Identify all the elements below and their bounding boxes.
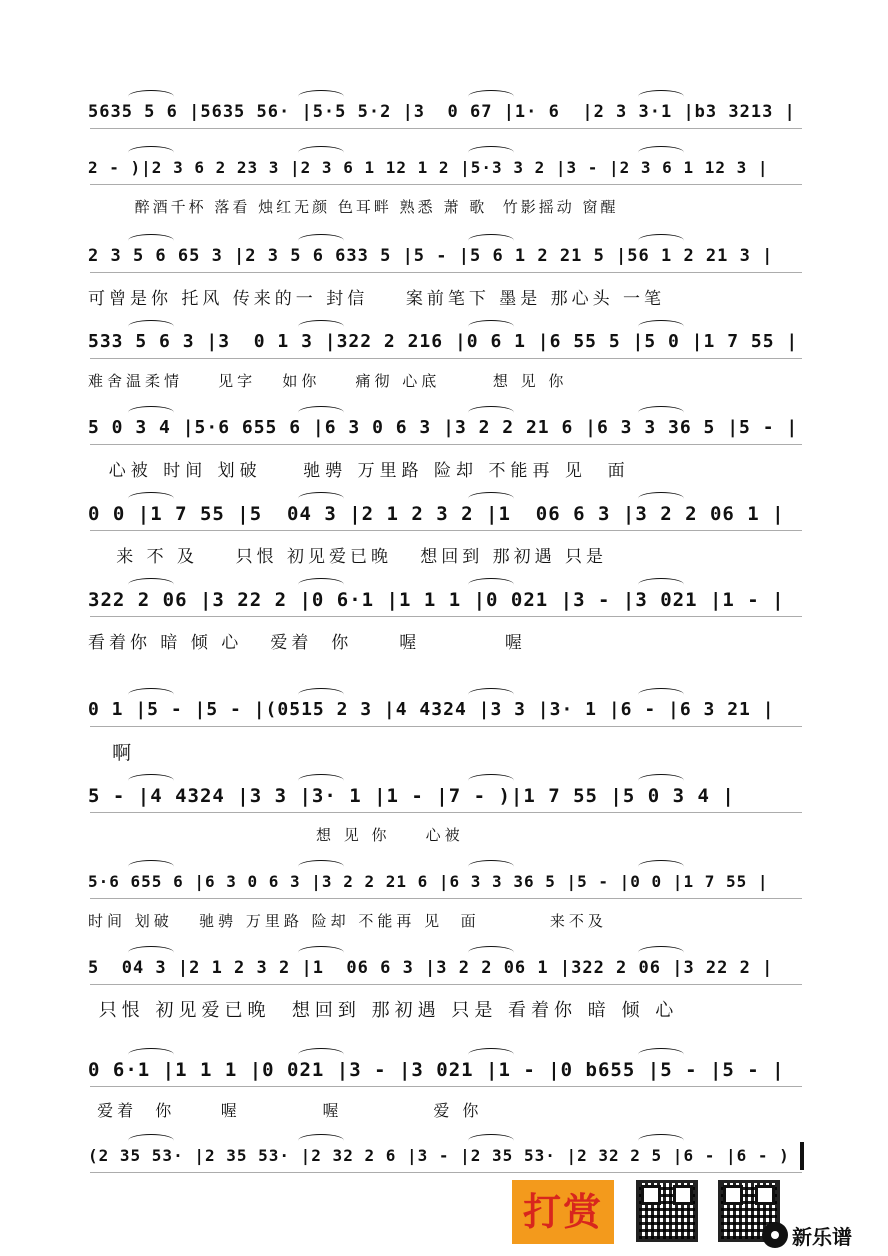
- slur-mark: [638, 90, 684, 103]
- qr-code-icon: [636, 1180, 698, 1242]
- slur-mark: [298, 1134, 344, 1147]
- slur-mark: [128, 1134, 174, 1147]
- final-barline: [800, 1142, 804, 1170]
- slur-mark: [298, 946, 344, 959]
- lyric-line: 心被 时间 划破 驰骋 万里路 险却 不能再 见 面: [88, 461, 630, 481]
- slur-mark: [468, 90, 514, 103]
- note-line: 533 5 6 3 |3 0 1 3 |322 2 216 |0 6 1 |6 55 5 |5 0 |1 7 55 |: [88, 331, 799, 352]
- slur-mark: [638, 774, 684, 787]
- beam-line: [90, 1172, 802, 1173]
- note-line: 322 2 06 |3 22 2 |0 6·1 |1 1 1 |0 021 |3 - |3 021 |1 - |: [88, 589, 785, 611]
- lyric-line: 爱着 你 喔 喔 爱 你: [88, 1101, 483, 1120]
- slur-mark: [298, 492, 344, 505]
- beam-line: [90, 530, 802, 531]
- slur-mark: [468, 234, 514, 247]
- slur-mark: [638, 946, 684, 959]
- slur-mark: [298, 90, 344, 103]
- notation-system: [88, 690, 804, 774]
- beam-line: [90, 1086, 802, 1087]
- notation-system: [88, 322, 804, 406]
- note-line: 0 0 |1 7 55 |5 04 3 |2 1 2 3 2 |1 06 6 3 |3 2 2 06 1 |: [88, 503, 785, 525]
- slur-mark: [128, 688, 174, 701]
- lyric-line: 想 见 你 心被: [88, 826, 464, 844]
- logo-text: 新乐谱: [792, 1224, 852, 1249]
- note-line: 5635 5 6 |5635 56· |5·5 5·2 |3 0 67 |1· 6 |2 3 3·1 |b3 3213 |: [88, 102, 796, 122]
- slur-mark: [298, 234, 344, 247]
- slur-mark: [638, 146, 684, 159]
- slur-mark: [468, 860, 514, 873]
- slur-mark: [638, 406, 684, 419]
- slur-mark: [638, 1134, 684, 1147]
- lyric-line: 醉酒千杯 落看 烛红无颜 色耳畔 熟悉 萧 歌 竹影摇动 窗醒: [88, 198, 619, 216]
- slur-mark: [638, 320, 684, 333]
- note-line: 2 3 5 6 65 3 |2 3 5 6 633 5 |5 - |5 6 1 2 21 5 |56 1 2 21 3 |: [88, 246, 774, 266]
- lyric-line: 啊: [88, 742, 138, 764]
- slur-mark: [128, 1048, 174, 1061]
- slur-mark: [298, 860, 344, 873]
- slur-mark: [468, 492, 514, 505]
- note-line: 5 0 3 4 |5·6 655 6 |6 3 0 6 3 |3 2 2 21 6 |6 3 3 36 5 |5 - |: [88, 417, 799, 438]
- slur-mark: [638, 688, 684, 701]
- slur-mark: [468, 146, 514, 159]
- notation-system: [88, 1050, 804, 1134]
- lyric-line: 可曾是你 托风 传来的一 封信 案前笔下 墨是 那心头 一笔: [88, 289, 666, 309]
- lyric-line: 时间 划破 驰骋 万里路 险却 不能再 见 面 来不及: [88, 912, 607, 930]
- lyric-line: 看着你 暗 倾 心 爱着 你 喔 喔: [88, 633, 526, 653]
- note-line: 0 1 |5 - |5 - |(0515 2 3 |4 4324 |3 3 |3· 1 |6 - |6 3 21 |: [88, 699, 775, 720]
- notation-system: [88, 148, 804, 232]
- lyric-line: 难舍温柔情 见字 如你 痛彻 心底 想 见 你: [88, 372, 568, 390]
- slur-mark: [468, 1048, 514, 1061]
- slur-mark: [638, 1048, 684, 1061]
- note-line: 5 - |4 4324 |3 3 |3· 1 |1 - |7 - )|1 7 55 |5 0 3 4 |: [88, 785, 735, 807]
- slur-mark: [128, 90, 174, 103]
- note-line: 2 - )|2 3 6 2 23 3 |2 3 6 1 12 1 2 |5·3 3 2 |3 - |2 3 6 1 12 3 |: [88, 158, 769, 177]
- slur-mark: [638, 492, 684, 505]
- slur-mark: [128, 234, 174, 247]
- slur-mark: [638, 578, 684, 591]
- vinyl-disc-icon: [762, 1222, 788, 1248]
- slur-mark: [298, 146, 344, 159]
- notation-system: [88, 408, 804, 492]
- slur-mark: [128, 860, 174, 873]
- beam-line: [90, 984, 802, 985]
- slur-mark: [128, 946, 174, 959]
- slur-mark: [468, 406, 514, 419]
- notation-system: [88, 862, 804, 946]
- lyric-line: 只恨 初见爱已晚 想回到 那初遇 只是 看着你 暗 倾 心: [88, 1000, 679, 1021]
- slur-mark: [128, 146, 174, 159]
- beam-line: [90, 184, 802, 185]
- notation-system: [88, 494, 804, 578]
- slur-mark: [468, 1134, 514, 1147]
- slur-mark: [468, 946, 514, 959]
- note-line: 5·6 655 6 |6 3 0 6 3 |3 2 2 21 6 |6 3 3 36 5 |5 - |0 0 |1 7 55 |: [88, 872, 769, 891]
- beam-line: [90, 358, 802, 359]
- slur-mark: [468, 320, 514, 333]
- beam-line: [90, 128, 802, 129]
- slur-mark: [298, 320, 344, 333]
- slur-mark: [298, 688, 344, 701]
- slur-mark: [128, 774, 174, 787]
- slur-mark: [468, 688, 514, 701]
- slur-mark: [468, 578, 514, 591]
- note-line: 5 04 3 |2 1 2 3 2 |1 06 6 3 |3 2 2 06 1 |322 2 06 |3 22 2 |: [88, 958, 774, 978]
- lyric-line: 来 不 及 只恨 初见爱已晚 想回到 那初遇 只是: [88, 547, 608, 567]
- beam-line: [90, 444, 802, 445]
- slur-mark: [128, 578, 174, 591]
- slur-mark: [298, 578, 344, 591]
- slur-mark: [128, 320, 174, 333]
- beam-line: [90, 726, 802, 727]
- site-logo[interactable]: [762, 1220, 852, 1250]
- notation-system: [88, 580, 804, 664]
- slur-mark: [298, 1048, 344, 1061]
- slur-mark: [298, 406, 344, 419]
- note-line: (2 35 53· |2 35 53· |2 32 2 6 |3 - |2 35 53· |2 32 2 5 |6 - |6 - ): [88, 1146, 790, 1165]
- beam-line: [90, 616, 802, 617]
- slur-mark: [128, 406, 174, 419]
- beam-line: [90, 812, 802, 813]
- slur-mark: [638, 860, 684, 873]
- slur-mark: [298, 774, 344, 787]
- reward-button[interactable]: 打赏: [512, 1180, 614, 1244]
- slur-mark: [128, 492, 174, 505]
- note-line: 0 6·1 |1 1 1 |0 021 |3 - |3 021 |1 - |0 b655 |5 - |5 - |: [88, 1059, 785, 1081]
- notation-system: [88, 948, 804, 1032]
- slur-mark: [638, 234, 684, 247]
- beam-line: [90, 898, 802, 899]
- slur-mark: [468, 774, 514, 787]
- notation-system: [88, 236, 804, 320]
- notation-system: [88, 776, 804, 860]
- beam-line: [90, 272, 802, 273]
